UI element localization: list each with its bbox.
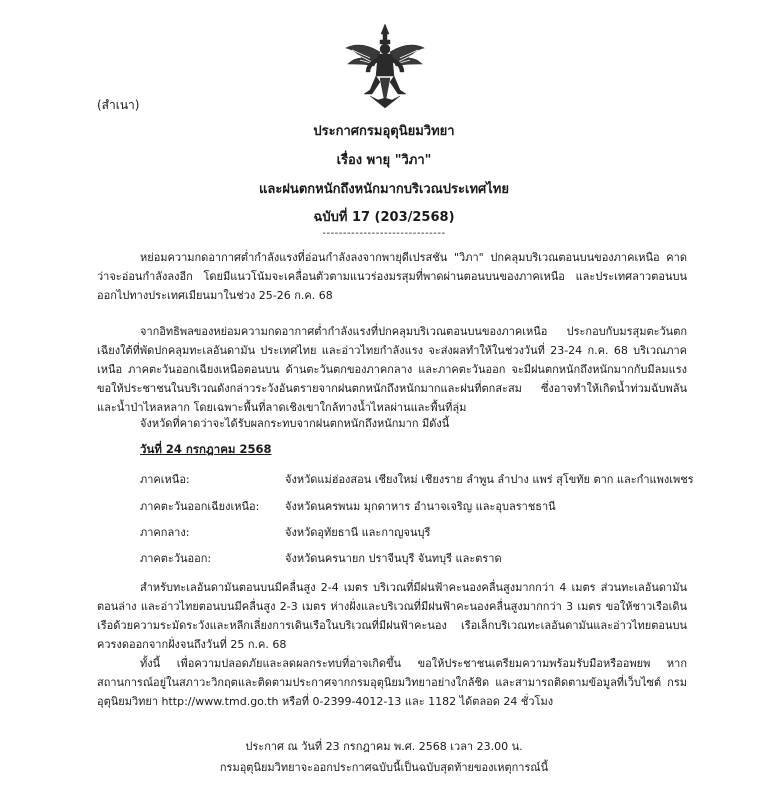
final-notice: กรมอุตุนิยมวิทยาจะออกประกาศฉบับนี้เป็นฉบับสุดท้ายของเหตุการณ์นี้	[219, 761, 549, 774]
region-name: ภาคเหนือ:	[140, 473, 190, 486]
region-provinces: จังหวัดแม่ฮ่องสอน เชียงใหม่ เชียงราย ลำพูน ลำปาง แพร่ สุโขทัย ตาก และกำแพงเพชร	[285, 473, 694, 486]
region-provinces: จังหวัดนครนายก ปราจีนบุรี จันทบุรี และตราด	[285, 552, 502, 565]
region-name: ภาคตะวันออก:	[140, 552, 212, 565]
region-name: ภาคตะวันออกเฉียงเหนือ:	[140, 500, 260, 513]
region-provinces: จังหวัดอุทัยธานี และกาญจนบุรี	[285, 526, 431, 539]
paragraph-2: จากอิทธิพลของหย่อมความกดอากาศต่ำกำลังแรงที่ปกคลุมบริเวณตอนบนของภาคเหนือ ประกอบกับมรสุมตะวันตกเฉียงใต้ที่พัดปกคลุมทะเลอันดามัน ประเทศไทย และอ่าวไทยกำลังแรง จะส่งผลทำให้ในช่วงวันที่ 23-24 ก.ค. 68 บริเวณภาคเหนือ ภาคตะวันออกเฉียงเหนือตอนบน ด้านตะวันตกของภาคกลาง และภาคตะวันออก จะมีฝนตกหนักถึงหนักมากกับมีลมแรง ขอให้ประชาชนในบริเวณดังกล่าวระวังอันตรายจากฝนตกหนักถึงหนักมากและฝนที่ตกสะสม ซึ่งอาจทำให้เกิดน้ำท่วมฉับพลัน และน้ำป่าไหลหลาก โดยเฉพาะพื้นที่ลาดเชิงเขาใกล้ทางน้ำไหลผ่านและพื้นที่ลุ่ม	[97, 325, 687, 414]
affected-provinces-intro: จังหวัดที่คาดว่าจะได้รับผลกระทบจากฝนตกหนักถึงหนักมาก มีดังนี้	[140, 417, 450, 430]
announcement-subject: เรื่อง พายุ "วิภา"	[336, 153, 432, 168]
date-heading: วันที่ 24 กรกฎาคม 2568	[140, 442, 272, 456]
separator-line: ------------------------------	[322, 228, 446, 239]
copy-label: (สำเนา)	[97, 98, 140, 112]
announcement-title: ประกาศกรมอุตุนิยมวิทยา	[313, 124, 455, 139]
region-name: ภาคกลาง:	[140, 526, 190, 539]
issued-date: ประกาศ ณ วันที่ 23 กรกฎาคม พ.ศ. 2568 เวลา 23.00 น.	[245, 740, 523, 753]
paragraph-3: สำหรับทะเลอันดามันตอนบนมีคลื่นสูง 2-4 เมตร บริเวณที่มีฝนฟ้าคะนองคลื่นสูงมากกว่า 4 เมตร ส่วนทะเลอันดามันตอนล่าง และอ่าวไทยตอนบนมีคลื่นสูง 2-3 เมตร ห่างฝั่งและบริเวณที่มีฝนฟ้าคะนองคลื่นสูงมากกว่า 3 เมตร ขอให้ชาวเรือเดินเรือด้วยความระมัดระวังและหลีกเลี่ยงการเดินเรือในบริเวณที่มีฝนฟ้าคะนอง เรือเล็กบริเวณทะเลอันดามันและอ่าวไทยตอนบนควรงดออกจากฝั่งจนถึงวันที่ 25 ก.ค. 68	[97, 581, 687, 651]
announcement-number: ฉบับที่ 17 (203/2568)	[313, 210, 455, 225]
paragraph-4: ทั้งนี้ เพื่อความปลอดภัยและลดผลกระทบที่อาจเกิดขึ้น ขอให้ประชาชนเตรียมความพร้อมรับมือหรืออพยพ หากสถานการณ์อยู่ในสภาวะวิกฤตและติดตามประกาศจากกรมอุตุนิยมวิทยาอย่างใกล้ชิด และสามารถติดตามข้อมูลที่เว็บไซต์ กรมอุตุนิยมวิทยา http://www.tmd.go.th หรือที่ 0-2399-4012-13 และ 1182 ได้ตลอด 24 ชั่วโมง	[97, 657, 687, 708]
announcement-subject-2: และฝนตกหนักถึงหนักมากบริเวณประเทศไทย	[258, 182, 509, 197]
region-provinces: จังหวัดนครพนม มุกดาหาร อำนาจเจริญ และอุบลราชธานี	[285, 500, 556, 513]
garuda-emblem-icon	[340, 20, 430, 110]
paragraph-1: หย่อมความกดอากาศต่ำกำลังแรงที่อ่อนกำลังลงจากพายุดีเปรสชัน "วิภา" ปกคลุมบริเวณตอนบนของภาคเหนือ คาดว่าจะอ่อนกำลังลงอีก โดยมีแนวโน้มจะเคลื่อนตัวตามแนวร่องมรสุมที่พาดผ่านตอนบนของภาคเหนือ และประเทศลาวตอนบน ออกไปทางประเทศเมียนมาในช่วง 25-26 ก.ค. 68	[97, 251, 687, 302]
